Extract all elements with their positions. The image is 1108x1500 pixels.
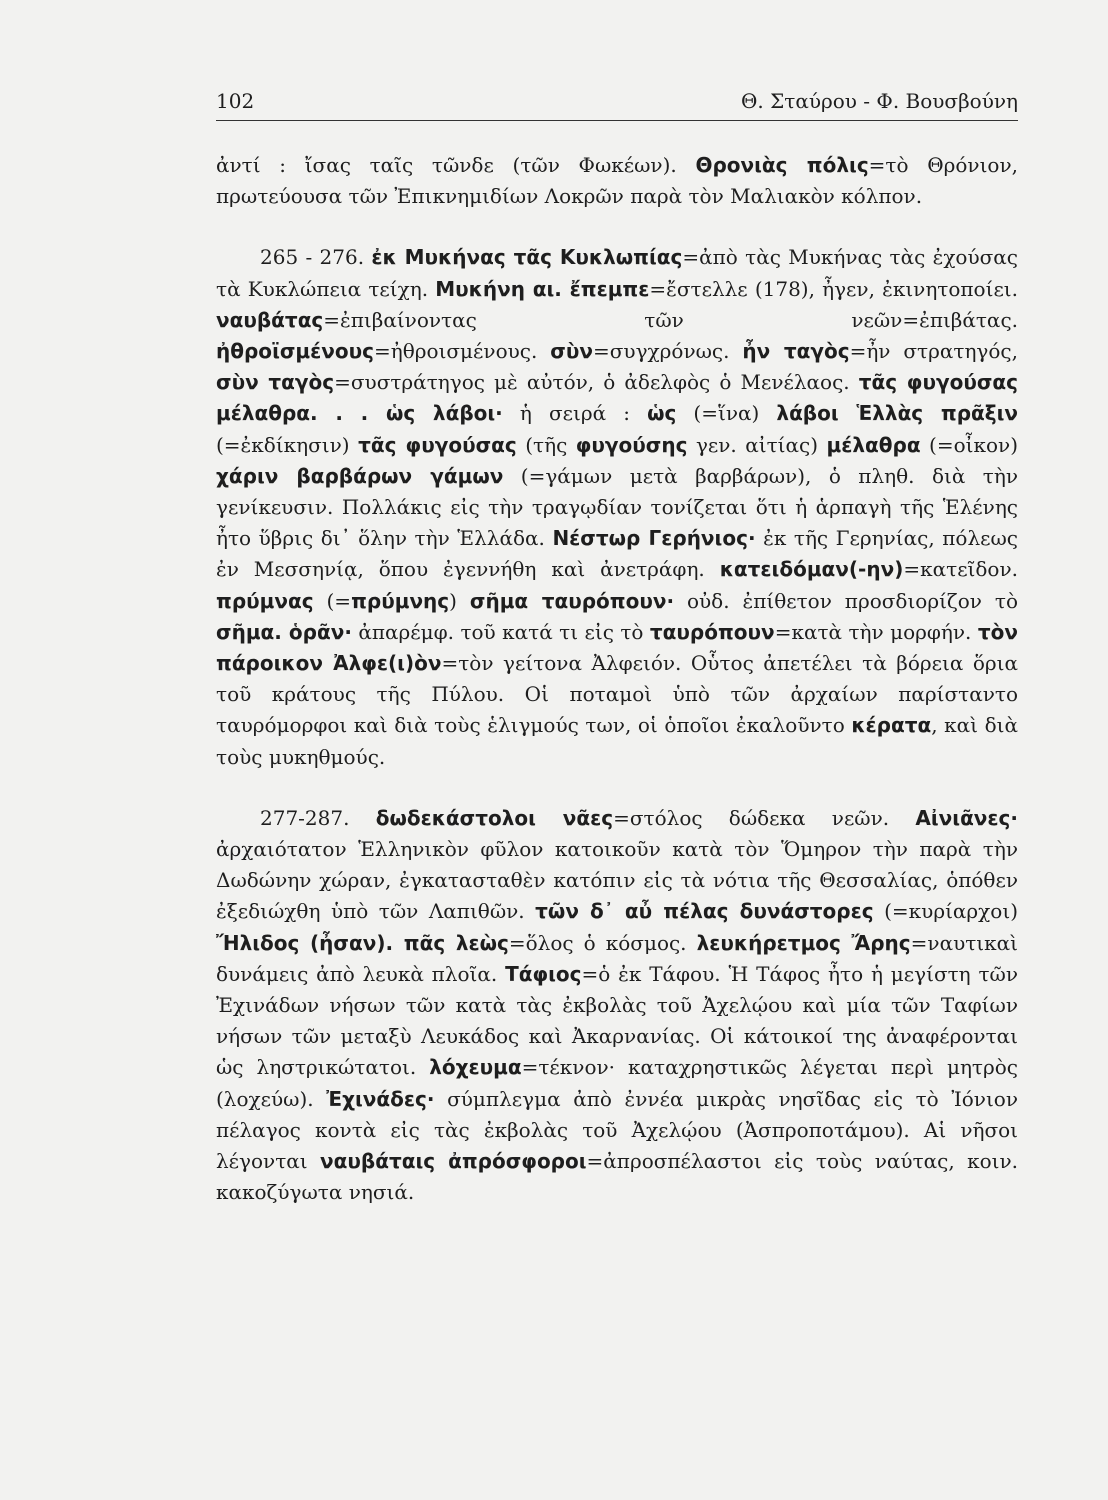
lemma-term: δωδεκάστολοι νᾶες (375, 805, 614, 830)
lemma-term: ἐκ Μυκήνας τᾶς Κυκλωπίας (371, 245, 683, 270)
gloss-text: (=κυρίαρχοι) (873, 899, 1018, 924)
gloss-text: =κατεῖδον. (903, 557, 1018, 582)
lemma-term: φυγούσης (575, 432, 688, 457)
gloss-text: (τῆς (516, 432, 576, 457)
paragraph-2 (216, 242, 1018, 772)
lemma-term: κατειδόμαν(-ην) (719, 557, 904, 582)
gloss-text: (=ἐκδίκησιν) (216, 432, 359, 457)
lemma-term: Αἰνιᾶνες· (915, 805, 1019, 830)
lemma-term: σὺν ταγὸς (216, 370, 335, 395)
commentary-body (216, 150, 1018, 1209)
gloss-text: =ἀπὸ τὰς Μυκήνας τὰς ἐχούσας τὰ Κυκλώπεια τείχη. (216, 245, 1018, 301)
lemma-term: τᾶς φυγούσας μέλαθρα. . . ὡς λάβοι· (216, 370, 1018, 426)
gloss-text: ἡ σειρά : (502, 401, 648, 426)
gloss-text: ἀντί : ἴσας ταῖς τῶνδε (τῶν Φωκέων). (216, 153, 696, 177)
lemma-term: ἠθροϊσμένους (216, 339, 374, 364)
lemma-term: κέρατα (851, 713, 932, 738)
gloss-text: =ἦν στρατηγός, (849, 339, 1018, 364)
gloss-text: ἐκ τῆς Γερηνίας, πόλεως ἐν Μεσσηνίᾳ, ὅπου ἐγεννήθη καὶ ἀνετράφη. (216, 526, 1018, 582)
gloss-text: =συγχρόνως. (593, 339, 743, 364)
gloss-text: (=οἶκον) (920, 432, 1018, 457)
lemma-term: τᾶς φυγούσας (358, 432, 517, 457)
gloss-text: =στόλος δώδεκα νεῶν. (613, 805, 916, 830)
gloss-text: (=ἵνα) (676, 401, 777, 426)
gloss-text: (= (313, 588, 352, 613)
lemma-term: σὺν (550, 339, 593, 364)
lemma-term: Ἐχινάδες· (326, 1086, 435, 1111)
paragraph-3 (216, 803, 1018, 1209)
gloss-text: , καὶ διὰ τοὺς μυκηθμούς. (216, 713, 1018, 769)
lemma-term: λάβοι Ἑλλὰς πρᾶξιν (776, 401, 1018, 426)
running-head-authors: Θ. Σταύρου - Φ. Βουσβούνη (741, 89, 1018, 113)
lemma-term: τῶν δ᾽ αὖ πέλας δυνάστορες (535, 899, 874, 924)
gloss-text: =ναυτικαὶ δυνάμεις ἀπὸ λευκὰ πλοῖα. (216, 930, 1018, 986)
lemma-term: Ἤλιδος (ἦσαν). πᾶς λεὼς (216, 930, 509, 955)
lemma-term: Νέστωρ Γερήνιος· (552, 526, 756, 551)
gloss-text: 277-287. (260, 805, 376, 830)
lemma-term: λόχευμα (429, 1055, 522, 1080)
lemma-term: Θρονιὰς πόλις (695, 153, 869, 177)
page-number: 102 (216, 89, 255, 113)
lemma-term: ὡς (647, 401, 677, 426)
gloss-text: =συστράτηγος μὲ αὐτόν, ὁ ἀδελφὸς ὁ Μενέλαος. (334, 370, 859, 395)
running-header (216, 86, 1018, 121)
lemma-term: ταυρόπουν (649, 619, 775, 644)
lemma-term: Μυκήνη αι. ἔπεμπε (435, 276, 650, 301)
gloss-text: 265 - 276. (260, 245, 372, 270)
gloss-text: =τέκνον· καταχρηστικῶς λέγεται περὶ μητρὸς (λοχεύω). (216, 1055, 1018, 1111)
lemma-term: μέλαθρα (826, 432, 921, 457)
gloss-text: =ἀπροσπέλαστοι εἰς τοὺς ναύτας, κοιν. κακοζύγωτα νησιά. (216, 1149, 1019, 1205)
gloss-text: =ἐπιβαίνοντας τῶν νεῶν=ἐπιβάτας. (323, 307, 1018, 332)
gloss-text: ) (449, 588, 470, 613)
paragraph-1 (216, 150, 1018, 212)
gloss-text: =τὸ Θρόνιον, πρωτεύουσα τῶν Ἐπικνημιδίων Λοκρῶν παρὰ τὸν Μαλιακὸν κόλπον. (216, 153, 1018, 209)
gloss-text: =ὁ ἐκ Τάφου. Ἡ Τάφος ἦτο ἡ μεγίστη τῶν Ἐχινάδων νήσων τῶν κατὰ τὰς ἐκβολὰς τοῦ Ἀχελῴου καὶ μία τῶν Ταφίων νήσων τῶν μεταξὺ Λευκάδος καὶ Ἀκαρνανίας. Οἱ κάτοικοί της ἀναφέρονται ὡς ληστρικώτατοι. (216, 961, 1019, 1080)
gloss-text: (=γάμων μετὰ βαρβάρων), ὁ πληθ. διὰ τὴν γενίκευσιν. Πολλάκις εἰς τὴν τραγῳδίαν τονίζεται ὅτι ἡ ἁρπαγὴ τῆς Ἑλένης ἦτο ὕβρις δι᾽ ὅλην τὴν Ἑλλάδα. (216, 463, 1019, 551)
gloss-text: =ἔστελλε (178), ἦγεν, ἐκινητοποίει. (649, 276, 1018, 301)
lemma-term: πρύμνης (351, 588, 450, 613)
gloss-text: =τὸν γείτονα Ἀλφειόν. Οὗτος ἀπετέλει τὰ βόρεια ὅρια τοῦ κράτους τῆς Πύλου. Οἱ ποταμοὶ ὑπὸ τῶν ἀρχαίων παρίσταντο ταυρόμορφοι καὶ διὰ τοὺς ἑλιγμούς των, οἱ ὁποῖοι ἐκαλοῦντο (216, 651, 1019, 738)
gloss-text: =ὅλος ὁ κόσμος. (508, 930, 697, 955)
gloss-text: =ἠθροισμένους. (373, 339, 551, 364)
lemma-term: χάριν βαρβάρων γάμων (216, 463, 504, 488)
gloss-text: γεν. αἰτίας) (687, 432, 827, 457)
lemma-term: ναυβάταις ἀπρόσφοροι (320, 1149, 587, 1174)
lemma-term: Τάφιος (505, 961, 582, 986)
gloss-text: ἀρχαιότατον Ἑλληνικὸν φῦλον κατοικοῦν κατὰ τὸν Ὅμηρον τὴν παρὰ τὴν Δωδώνην χώραν, ἐγκατασταθὲν κατόπιν εἰς τὰ νότια τῆς Θεσσαλίας, ὁπόθεν ἐξεδιώχθη ὑπὸ τῶν Λαπιθῶν. (216, 837, 1018, 924)
lemma-term: τὸν πάροικον Ἀλφε(ι)ὸν (216, 619, 1018, 676)
lemma-term: πρύμνας (216, 588, 314, 613)
gloss-text: οὐδ. ἐπίθετον προσδιορίζον τὸ (674, 588, 1018, 613)
lemma-term: σῆμα. ὁρᾶν· (216, 619, 352, 644)
gloss-text: σύμπλεγμα ἀπὸ ἐννέα μικρὰς νησῖδας εἰς τὸ Ἰόνιον πέλαγος κοντὰ εἰς τὰς ἐκβολὰς τοῦ Ἀχελῴου (Ἀσπροποτάμου). Αἱ νῆσοι λέγονται (216, 1086, 1018, 1174)
lemma-term: λευκήρετμος Ἄρης (696, 930, 911, 955)
lemma-term: σῆμα ταυρόπουν· (469, 588, 675, 613)
lemma-term: ναυβάτας (216, 307, 324, 332)
lemma-term: ἦν ταγὸς (742, 339, 850, 364)
gloss-text: =κατὰ τὴν μορφήν. (774, 619, 978, 644)
gloss-text: ἀπαρέμφ. τοῦ κατά τι εἰς τὸ (351, 619, 650, 644)
